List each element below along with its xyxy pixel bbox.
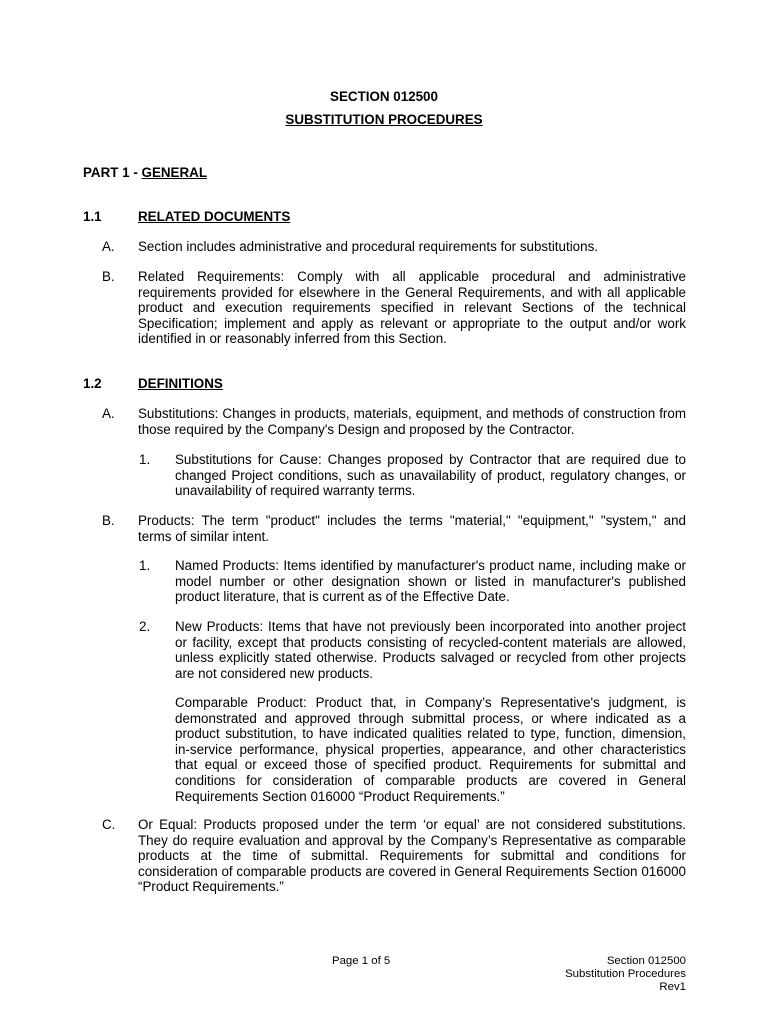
section-number: SECTION 012500 <box>330 89 438 104</box>
paragraph-text: Substitutions: Changes in products, materials, equipment, and methods of construction from those required by the Company's Design and proposed by the Contractor. <box>138 406 686 437</box>
paragraph-label: A. <box>102 239 115 254</box>
paragraph-label: B. <box>102 513 115 528</box>
paragraph-text: Related Requirements: Comply with all applicable procedural and administrative requirements provided for elsewhere in the General Requirements, and with all applicable product and execution requirements specified in relevant Sections of the technical Specification; implement and apply as relevant or appropriate to the output and/or work identified in or reasonably inferred from this Section. <box>138 269 686 347</box>
footer-section: Section 012500 <box>606 955 686 967</box>
paragraph-label: B. <box>102 269 115 284</box>
part-prefix: PART 1 - <box>83 165 142 180</box>
page-number: Page 1 of 5 <box>332 955 391 967</box>
section-title: SUBSTITUTION PROCEDURES <box>285 112 483 127</box>
subparagraph-text: Substitutions for Cause: Changes proposed by Contractor that are required due to changed Project conditions, such as unavailability of product, regulatory changes, or unavailability of required warranty terms. <box>175 452 686 499</box>
section-title-wrap <box>0 112 768 128</box>
paragraph-text: Products: The term "product" includes the terms "material," "equipment," "system," and terms of similar intent. <box>138 513 686 544</box>
paragraph-text: Or Equal: Products proposed under the term ‘or equal’ are not considered substitutions. They do require evaluation and approval by the Company’s Representative as comparable products at the time of submittal. Requirements for submittal and conditions for consideration of comparable products are covered in General Requirements Section 016000 “Product Requirements.” <box>138 817 686 895</box>
footer-info <box>486 955 686 995</box>
part-heading <box>83 165 207 181</box>
subparagraph-text: Named Products: Items identified by manufacturer's product name, including make or model number or other designation shown or listed in manufacturer's published product literature, that is current as of the Effective Date. <box>175 558 686 605</box>
article-number: 1.1 <box>83 209 102 224</box>
subparagraph-label: 1. <box>139 558 151 573</box>
subparagraph-label: 2. <box>139 619 151 634</box>
subparagraph-label: 1. <box>139 452 151 467</box>
part-title: GENERAL <box>141 165 208 180</box>
paragraph-text: Section includes administrative and procedural requirements for substitutions. <box>138 239 598 254</box>
footer-title: Substitution Procedures <box>565 968 686 981</box>
article-title: RELATED DOCUMENTS <box>138 209 291 224</box>
article-number: 1.2 <box>83 376 102 391</box>
paragraph-label: A. <box>102 406 115 421</box>
paragraph-label: C. <box>102 817 116 832</box>
article-title: DEFINITIONS <box>138 376 223 391</box>
subparagraph-text: Comparable Product: Product that, in Company’s Representative's judgment, is demonstrated and approved through submittal process, or where indicated as a product substitution, to have indicated qualities related to type, function, dimension, in-service performance, physical properties, appearance, and other characteristics that equal or exceed those of specified product. Requirements for submittal and conditions for consideration of comparable products are covered in General Requirements Section 016000 “Product Requirements.” <box>175 695 686 804</box>
subparagraph-text: New Products: Items that have not previously been incorporated into another project or facility, except that products consisting of recycled-content materials are allowed, unless explicitly stated otherwise. Products salvaged or recycled from other projects are not considered new products. <box>175 619 686 681</box>
footer-revision: Rev1 <box>659 981 686 994</box>
